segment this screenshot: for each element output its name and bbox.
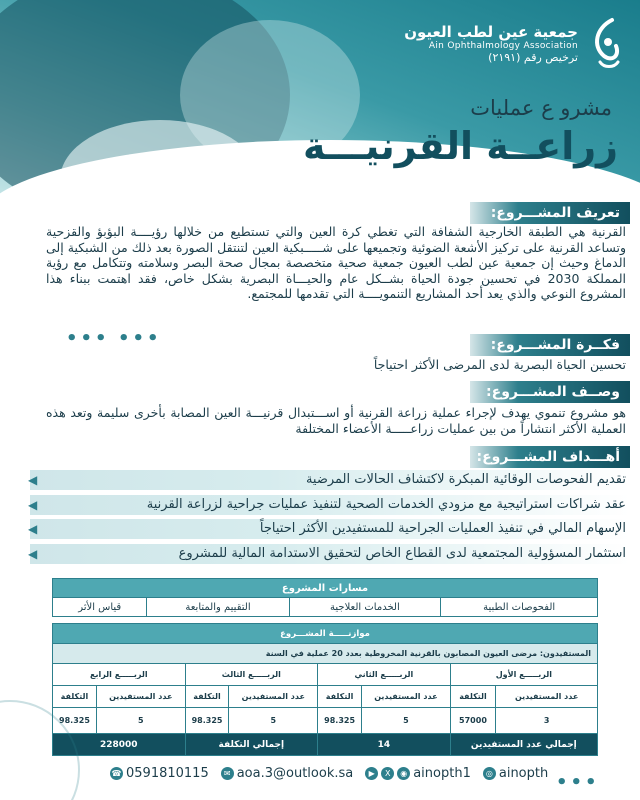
contact-footer bbox=[110, 766, 548, 781]
org-name-ar: جمعية عين لطب العيون bbox=[404, 22, 578, 41]
phone-contact[interactable] bbox=[110, 766, 209, 781]
project-title: زراعــة القرنيـــة bbox=[302, 124, 618, 168]
track-cell: الفحوصات الطبية bbox=[441, 598, 598, 617]
q4-beneficiaries: 5 bbox=[96, 708, 185, 734]
eye-logo-icon bbox=[586, 16, 624, 70]
track-cell: قياس الأثر bbox=[53, 598, 147, 617]
org-name-en: Ain Ophthalmology Association bbox=[428, 40, 578, 51]
q2-cost: 98.325 bbox=[318, 708, 362, 734]
track-cell: التقييم والمتابعة bbox=[147, 598, 289, 617]
goal-text: الإسهام المالي في تنفيذ العمليات الجراحية للمستفيدين الأكثر احتياجاً bbox=[259, 521, 626, 536]
budget-title: موازنـــــة المشـــروع bbox=[53, 624, 598, 644]
q2-beneficiaries: 5 bbox=[362, 708, 451, 734]
instagram-icon: ◎ bbox=[483, 767, 496, 780]
dots-decoration: ••• bbox=[556, 772, 600, 793]
q3-beneficiaries: 5 bbox=[229, 708, 318, 734]
dots-decoration: ••• bbox=[118, 328, 162, 349]
col-beneficiaries-header: عدد المستفيدين bbox=[496, 686, 598, 708]
quarter-header: الربـــــع الثالث bbox=[185, 664, 318, 686]
col-cost-header: التكلفة bbox=[53, 686, 97, 708]
x-icon: X bbox=[381, 767, 394, 780]
col-cost-header: التكلفة bbox=[185, 686, 229, 708]
arrow-left-icon: ◀ bbox=[28, 473, 38, 487]
email-icon: ✉ bbox=[221, 767, 234, 780]
col-beneficiaries-header: عدد المستفيدين bbox=[362, 686, 451, 708]
quarter-header: الربـــــع الرابع bbox=[53, 664, 186, 686]
project-label: مشرو ع عمليات bbox=[470, 96, 612, 120]
instagram-contact[interactable] bbox=[483, 766, 548, 781]
goal-item bbox=[30, 519, 630, 539]
col-cost-header: التكلفة bbox=[450, 686, 496, 708]
q1-cost: 57000 bbox=[450, 708, 496, 734]
instagram-handle: ainopth bbox=[498, 766, 549, 781]
q4-cost: 98.325 bbox=[53, 708, 97, 734]
goal-item bbox=[30, 544, 630, 564]
total-cost-value: 228000 bbox=[53, 734, 186, 756]
whatsapp-icon: ☎ bbox=[111, 769, 122, 778]
q3-cost: 98.325 bbox=[185, 708, 229, 734]
col-beneficiaries-header: عدد المستفيدين bbox=[229, 686, 318, 708]
org-logo-text bbox=[404, 23, 578, 64]
definition-heading: تعريف المشـــروع: bbox=[470, 202, 630, 224]
arrow-left-icon: ◀ bbox=[28, 547, 38, 561]
total-beneficiaries-value: 14 bbox=[318, 734, 451, 756]
email-address: aoa.3@outlook.sa bbox=[236, 766, 354, 781]
budget-beneficiaries: المستفيدون: مرضى العيون المصابون بالقرنية المخروطية بعدد 20 عملية في السنة bbox=[53, 644, 598, 664]
tracks-table bbox=[52, 578, 598, 617]
quarter-header: الربـــــع الثاني bbox=[318, 664, 451, 686]
track-cell: الخدمات العلاجية bbox=[289, 598, 441, 617]
goals-heading: أهـــداف المشـــروع: bbox=[470, 446, 630, 468]
snapchat-icon: ◉ bbox=[397, 767, 410, 780]
social-handle: ainopth1 bbox=[413, 766, 471, 781]
org-license: ترخيص رقم (٢١٩١) bbox=[488, 50, 578, 64]
phone-number: 0591810115 bbox=[126, 766, 209, 781]
budget-table bbox=[52, 623, 598, 756]
idea-heading: فكــرة المشـــروع: bbox=[470, 334, 630, 356]
dots-decoration: ••• bbox=[66, 328, 110, 349]
arrow-left-icon: ◀ bbox=[28, 522, 38, 536]
goal-text: استثمار المسؤولية المجتمعية لدى القطاع الخاص لتحقيق الاستدامة المالية للمشروع bbox=[178, 546, 626, 561]
tracks-title: مسارات المشروع bbox=[53, 579, 598, 598]
youtube-icon: ▶ bbox=[365, 767, 378, 780]
org-logo bbox=[404, 16, 624, 70]
goal-item bbox=[30, 470, 630, 490]
total-cost-label: إجمالي التكلفة bbox=[185, 734, 318, 756]
description-text: هو مشروع تنموي يهدف لإجراء عملية زراعة القرنية أو اســـتبدال قرنيـــة العين المصابة بأخرى سليمة وتعد هذه العملية الأكثر انتشاراً من بين عمليات زراعـــــة الأعضاء المختلفة bbox=[46, 405, 626, 436]
q1-beneficiaries: 3 bbox=[496, 708, 598, 734]
goal-text: عقد شراكات استراتيجية مع مزودي الخدمات الصحية لتنفيذ عمليات جراحية لزراعة القرنية bbox=[146, 497, 626, 512]
description-heading: وصــف المشـــروع: bbox=[470, 381, 630, 403]
col-beneficiaries-header: عدد المستفيدين bbox=[96, 686, 185, 708]
col-cost-header: التكلفة bbox=[318, 686, 362, 708]
definition-text: القرنية هي الطبقة الخارجية الشفافة التي تغطي كرة العين والتي تستطيع من خلالها رؤيــــة البؤبؤ والقزحية وتساعد القرنية على تركيز الأشعة الضوئية وتجميعها على شـــــبكية العين لتنتقل الصورة بعد ذلك من الشبكية إلى الدماغ وحيث إن جمعية عين لطب العيون جمعية صحية متخصصة بمجال صحة البصر وسلامته وتتكامل مع رؤية المملكة 2030 في تحسين جودة الحياة بشــكل عام والحيـــاة البصرية بشكل خاص، فقد اهتمت ببناء هذا المشروع النوعي والذي يعد أحد المشاريع التنمويــــة التي تقدمها للمجتمع. bbox=[46, 224, 627, 301]
social-contact[interactable] bbox=[365, 766, 471, 781]
quarter-header: الربـــــع الأول bbox=[450, 664, 597, 686]
goal-text: تقديم الفحوصات الوقائية المبكرة لاكتشاف الحالات المرضية bbox=[305, 472, 626, 487]
goal-item bbox=[30, 495, 630, 515]
email-contact[interactable] bbox=[221, 766, 354, 781]
idea-text: تحسين الحياة البصرية لدى المرضى الأكثر احتياجاً bbox=[373, 357, 626, 372]
arrow-left-icon: ◀ bbox=[28, 498, 38, 512]
total-beneficiaries-label: إجمالي عدد المستفيدين bbox=[450, 734, 597, 756]
